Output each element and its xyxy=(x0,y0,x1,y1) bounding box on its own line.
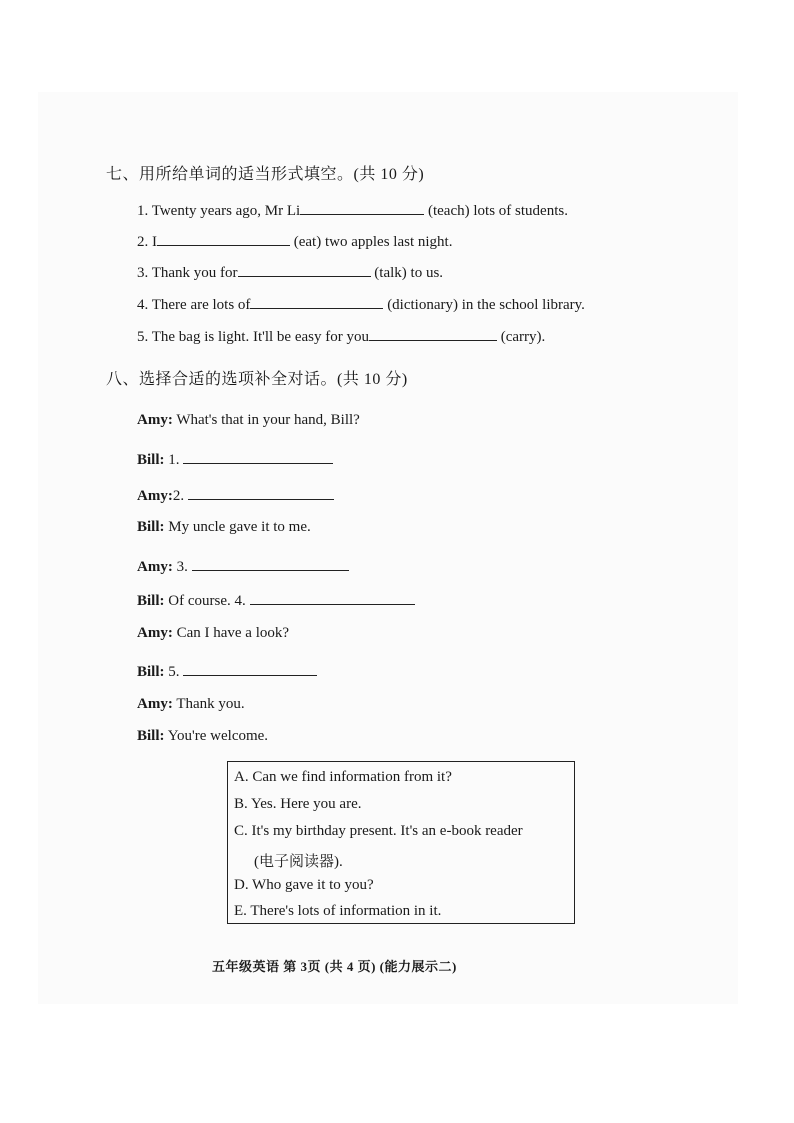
dialogue-line-2 xyxy=(137,449,333,469)
speaker-label: Bill: xyxy=(137,519,165,535)
answer-blank-5[interactable] xyxy=(369,326,497,341)
answer-blank-4[interactable] xyxy=(250,294,383,309)
question-3-hint: (talk) to us. xyxy=(374,265,444,281)
answer-blank-3[interactable] xyxy=(238,262,371,277)
dialogue-text: 2. xyxy=(172,488,185,504)
question-4 xyxy=(137,294,585,314)
dialogue-text: 5. xyxy=(168,664,180,680)
dialogue-line-10 xyxy=(137,728,268,745)
option-e: E. There's lots of information in it. xyxy=(234,903,442,919)
dialogue-line-7 xyxy=(137,625,289,642)
section-7-title: 七、用所给单词的适当形式填空。(共 10 分) xyxy=(106,166,425,183)
speaker-label: Bill: xyxy=(137,452,165,468)
option-d: D. Who gave it to you? xyxy=(234,877,374,893)
dialogue-text: You're welcome. xyxy=(167,728,269,744)
option-b: B. Yes. Here you are. xyxy=(234,796,362,812)
question-1 xyxy=(137,200,568,220)
dialogue-text: Can I have a look? xyxy=(176,625,290,641)
speaker-label: Amy: xyxy=(137,625,173,641)
dialogue-line-4 xyxy=(137,519,311,536)
dialogue-line-1 xyxy=(137,412,360,429)
speaker-label: Amy: xyxy=(137,412,173,428)
speaker-label: Bill: xyxy=(137,664,165,680)
dialogue-line-6 xyxy=(137,590,415,610)
question-2 xyxy=(137,231,452,251)
question-5-text: 5. The bag is light. It'll be easy for you xyxy=(137,329,369,345)
speaker-label: Amy: xyxy=(137,696,173,712)
question-1-text: 1. Twenty years ago, Mr Li xyxy=(137,203,301,219)
dialogue-text: What's that in your hand, Bill? xyxy=(176,412,360,428)
dialogue-text: My uncle gave it to me. xyxy=(168,519,311,535)
dialogue-blank-3[interactable] xyxy=(192,556,349,571)
speaker-label: Bill: xyxy=(137,593,165,609)
dialogue-line-3 xyxy=(137,485,334,505)
question-2-hint: (eat) two apples last night. xyxy=(293,234,453,250)
dialogue-line-9 xyxy=(137,696,245,713)
options-box xyxy=(227,761,575,924)
question-3 xyxy=(137,262,443,282)
dialogue-blank-2[interactable] xyxy=(188,485,334,500)
dialogue-text: Of course. 4. xyxy=(168,593,246,609)
question-4-text: 4. There are lots of xyxy=(137,297,251,313)
option-c-continued: (电子阅读器). xyxy=(254,854,343,870)
section-8-title: 八、选择合适的选项补全对话。(共 10 分) xyxy=(106,371,408,388)
dialogue-text: 3. xyxy=(176,559,188,575)
speaker-label: Amy: xyxy=(137,488,173,504)
question-4-hint: (dictionary) in the school library. xyxy=(387,297,585,313)
dialogue-text: 1. xyxy=(168,452,180,468)
speaker-label: Amy: xyxy=(137,559,173,575)
dialogue-line-8 xyxy=(137,661,317,681)
question-5-hint: (carry). xyxy=(500,329,546,345)
question-1-hint: (teach) lots of students. xyxy=(427,203,568,219)
page-footer: 五年级英语 第 3页 (共 4 页) (能力展示二) xyxy=(212,959,457,974)
question-5 xyxy=(137,326,545,346)
dialogue-blank-4[interactable] xyxy=(250,590,415,605)
dialogue-blank-1[interactable] xyxy=(183,449,333,464)
dialogue-blank-5[interactable] xyxy=(183,661,317,676)
option-c: C. It's my birthday present. It's an e-book reader xyxy=(234,823,523,839)
answer-blank-2[interactable] xyxy=(157,231,290,246)
answer-blank-1[interactable] xyxy=(300,200,424,215)
speaker-label: Bill: xyxy=(137,728,165,744)
dialogue-text: Thank you. xyxy=(176,696,245,712)
option-a: A. Can we find information from it? xyxy=(234,769,452,785)
question-2-text: 2. I xyxy=(137,234,157,250)
dialogue-line-5 xyxy=(137,556,349,576)
question-3-text: 3. Thank you for xyxy=(137,265,238,281)
